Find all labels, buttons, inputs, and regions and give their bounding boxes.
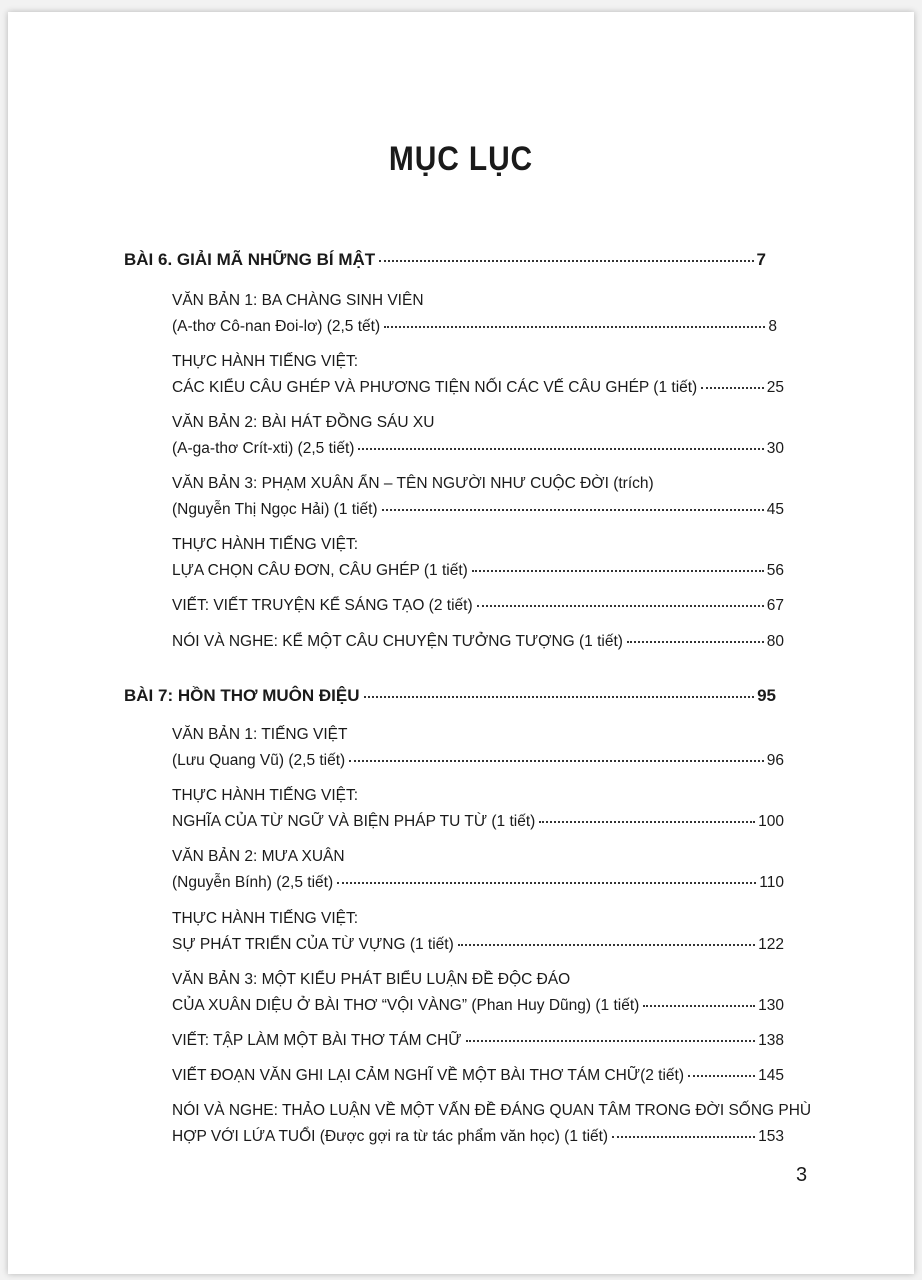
dot-leader (539, 821, 755, 823)
toc-entry-text: (Lưu Quang Vũ) (2,5 tiết) (172, 752, 346, 769)
toc-entry-text: HỢP VỚI LỨA TUỔI (Được gợi ra từ tác phẩm văn học) (1 tiết) (172, 1128, 609, 1145)
toc-entry-text: NÓI VÀ NGHE: KỂ MỘT CÂU CHUYỆN TƯỞNG TƯỢNG (1 tiết) (172, 633, 623, 650)
dot-leader (643, 1005, 755, 1007)
dot-leader (472, 570, 764, 572)
toc-entry[interactable] (172, 997, 784, 1015)
toc-page-number: 67 (766, 597, 784, 614)
toc-entry[interactable] (172, 318, 777, 336)
toc-page-number: 8 (768, 318, 777, 335)
toc-entry-title: VĂN BẢN 1: TIẾNG VIỆT (172, 726, 348, 743)
document-page (8, 12, 914, 1274)
dot-leader (337, 882, 756, 884)
toc-entry[interactable] (172, 936, 784, 954)
toc-entry-text: NGHĨA CỦA TỪ NGỮ VÀ BIỆN PHÁP TU TỪ (1 tiết) (172, 813, 536, 830)
toc-entry[interactable] (172, 1067, 784, 1085)
dot-leader (364, 696, 755, 698)
toc-page-number: 80 (766, 633, 784, 650)
toc-page-number: 30 (766, 440, 784, 457)
toc-entry[interactable] (172, 1128, 784, 1146)
chapter-page-number: 95 (757, 686, 776, 705)
toc-entry[interactable] (172, 562, 784, 580)
dot-leader (358, 448, 763, 450)
toc-page-number: 138 (758, 1032, 784, 1049)
toc-page-number: 96 (766, 752, 784, 769)
toc-entry[interactable] (172, 440, 784, 458)
chapter-heading-text: BÀI 7: HỒN THƠ MUÔN ĐIỆU (124, 686, 360, 705)
toc-entry-title: THỰC HÀNH TIẾNG VIỆT: (172, 536, 359, 553)
dot-leader (466, 1040, 756, 1042)
toc-entry-text: CÁC KIỂU CÂU GHÉP VÀ PHƯƠNG TIỆN NỐI CÁC VẾ CÂU GHÉP (1 tiết) (172, 379, 698, 396)
toc-page-number: 25 (766, 379, 784, 396)
toc-page-number: 130 (758, 997, 784, 1014)
toc-page-number: 145 (758, 1067, 784, 1084)
toc-page-number: 45 (766, 501, 784, 518)
toc-entry[interactable] (172, 1032, 784, 1050)
toc-entry-text: (A-ga-thơ Crít-xti) (2,5 tiết) (172, 440, 355, 457)
toc-entry-title: THỰC HÀNH TIẾNG VIỆT: (172, 787, 359, 804)
toc-entry-title: VĂN BẢN 3: PHẠM XUÂN ẨN – TÊN NGƯỜI NHƯ CUỘC ĐỜI (trích) (172, 475, 654, 492)
chapter-heading-text: BÀI 6. GIẢI MÃ NHỮNG BÍ MẬT (124, 250, 376, 269)
page-number: 3 (796, 1164, 808, 1186)
toc-entry-title: THỰC HÀNH TIẾNG VIỆT: (172, 910, 359, 927)
table-of-contents (8, 12, 914, 1274)
toc-entry-text: (Nguyễn Thị Ngọc Hải) (1 tiết) (172, 501, 378, 518)
dot-leader (612, 1136, 755, 1138)
toc-entry[interactable] (172, 379, 784, 397)
toc-entry-text: VIẾT: VIẾT TRUYỆN KỂ SÁNG TẠO (2 tiết) (172, 597, 473, 614)
chapter-page-number: 7 (756, 250, 766, 269)
toc-entry[interactable] (172, 874, 784, 892)
dot-leader (627, 641, 764, 643)
toc-page-number: 153 (758, 1128, 784, 1145)
toc-entry-text: (Nguyễn Bính) (2,5 tiết) (172, 874, 334, 891)
toc-entry-text: SỰ PHÁT TRIỂN CỦA TỪ VỰNG (1 tiết) (172, 936, 454, 953)
chapter-6-heading[interactable] (124, 250, 766, 270)
dot-leader (477, 605, 764, 607)
toc-page-number: 122 (758, 936, 784, 953)
dot-leader (688, 1075, 755, 1077)
toc-page-number: 110 (759, 874, 784, 891)
toc-page-number: 100 (758, 813, 784, 830)
toc-entry-text: VIẾT ĐOẠN VĂN GHI LẠI CẢM NGHĨ VỀ MỘT BÀI THƠ TÁM CHỮ(2 tiết) (172, 1067, 684, 1084)
toc-entry-title: VĂN BẢN 2: BÀI HÁT ĐỒNG SÁU XU (172, 414, 435, 431)
toc-entry[interactable] (172, 633, 784, 651)
toc-entry-text: VIẾT: TẬP LÀM MỘT BÀI THƠ TÁM CHỮ (172, 1032, 462, 1049)
toc-entry-text: LỰA CHỌN CÂU ĐƠN, CÂU GHÉP (1 tiết) (172, 562, 468, 579)
toc-entry[interactable] (172, 752, 784, 770)
dot-leader (382, 509, 764, 511)
dot-leader (701, 387, 764, 389)
dot-leader (349, 760, 764, 762)
page-title: MỤC LỤC (388, 140, 534, 178)
toc-entry-text: CỦA XUÂN DIỆU Ở BÀI THƠ “VỘI VÀNG” (Phan Huy Dũng) (1 tiết) (172, 997, 640, 1014)
toc-entry[interactable] (172, 813, 784, 831)
toc-entry-text: (A-thơ Cô-nan Đoi-lơ) (2,5 tết) (172, 318, 381, 335)
toc-entry-title: VĂN BẢN 2: MƯA XUÂN (172, 848, 345, 865)
chapter-7-heading[interactable] (124, 686, 776, 706)
dot-leader (458, 944, 755, 946)
toc-entry[interactable] (172, 597, 784, 615)
toc-entry[interactable] (172, 501, 784, 519)
toc-entry-title: VĂN BẢN 1: BA CHÀNG SINH VIÊN (172, 292, 424, 309)
dot-leader (379, 260, 753, 262)
toc-page-number: 56 (766, 562, 784, 579)
toc-entry-title: THỰC HÀNH TIẾNG VIỆT: (172, 353, 359, 370)
toc-entry-title: VĂN BẢN 3: MỘT KIỂU PHÁT BIỂU LUẬN ĐỀ ĐỘC ĐÁO (172, 971, 571, 988)
dot-leader (384, 326, 765, 328)
toc-entry-title: NÓI VÀ NGHE: THẢO LUẬN VỀ MỘT VẤN ĐỀ ĐÁNG QUAN TÂM TRONG ĐỜI SỐNG PHÙ (172, 1102, 812, 1119)
